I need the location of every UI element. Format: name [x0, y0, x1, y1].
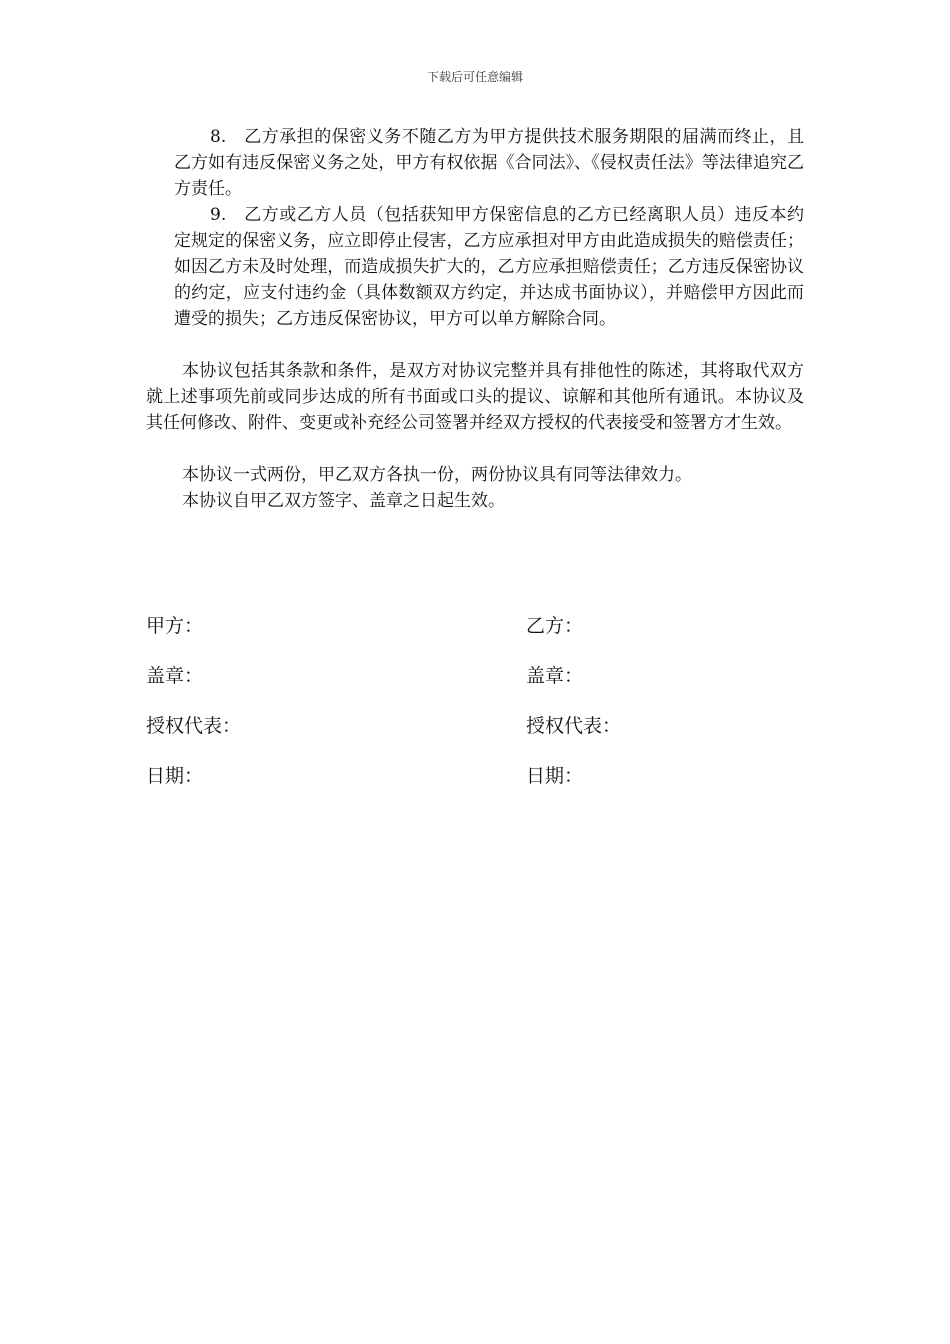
party-b-seal-label: 盖章： [526, 665, 584, 687]
party-b-label: 乙方： [526, 615, 584, 637]
clause-9: 9. 乙方或乙方人员（包括获知甲方保密信息的乙方已经离职人员）违反本约定规定的保密义务，应立即停止侵害，乙方应承担对甲方由此造成损失的赔偿责任；如因乙方未及时处理，而造成损失扩大的，乙方应承担赔偿责任；乙方违反保密协议的约定，应支付违约金（具体数额双方约定，并达成书面协议），并赔偿甲方因此而遭受的损失；乙方违反保密协议，甲方可以单方解除合同。 [174, 205, 804, 329]
party-a-seal-label: 盖章： [146, 665, 204, 687]
entire-agreement-paragraph: 本协议包括其条款和条件，是双方对协议完整并具有排他性的陈述，其将取代双方就上述事项先前或同步达成的所有书面或口头的提议、谅解和其他所有通讯。本协议及其任何修改、附件、变更或补充经公司签署并经双方授权的代表接受和签署方才生效。 [146, 361, 804, 433]
spacer [146, 436, 804, 462]
document-body [146, 124, 804, 514]
party-a-representative-label: 授权代表： [146, 715, 242, 737]
spacer [146, 332, 804, 358]
party-a-date-label: 日期： [146, 765, 204, 787]
signature-block [146, 611, 806, 811]
clause-8: 8. 乙方承担的保密义务不随乙方为甲方提供技术服务期限的届满而终止，且乙方如有违反保密义务之处，甲方有权依据《合同法》、《侵权责任法》等法律追究乙方责任。 [174, 127, 804, 199]
signature-row-party [146, 611, 806, 661]
signature-row-representative [146, 711, 806, 761]
copies-paragraph: 本协议一式两份，甲乙双方各执一份，两份协议具有同等法律效力。 [182, 465, 692, 485]
signature-row-seal [146, 661, 806, 711]
header-note: 下载后可任意编辑 [426, 70, 523, 84]
effective-paragraph: 本协议自甲乙双方签字、盖章之日起生效。 [182, 491, 505, 511]
signature-row-date [146, 761, 806, 811]
party-b-representative-label: 授权代表： [526, 715, 622, 737]
party-b-date-label: 日期： [526, 765, 584, 787]
party-a-label: 甲方： [146, 615, 204, 637]
